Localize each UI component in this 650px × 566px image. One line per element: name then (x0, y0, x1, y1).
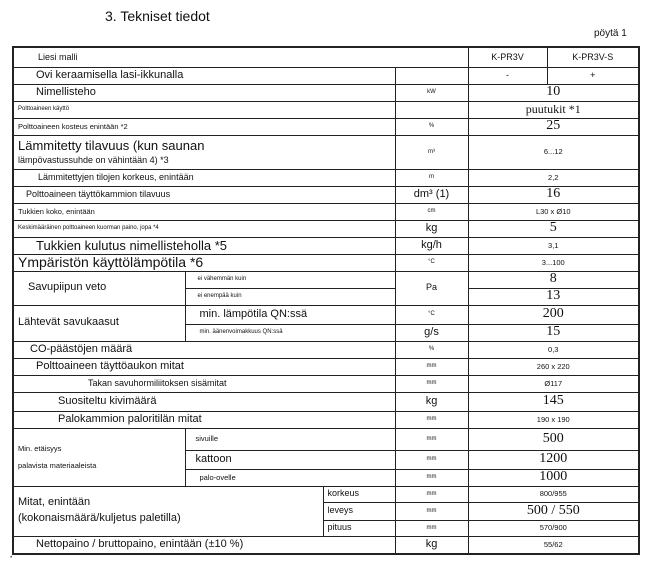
row-room-height (13, 169, 639, 186)
spec-table (12, 46, 640, 555)
glass-door-unit (395, 67, 468, 84)
glass-door-label: Ovi keraamisella lasi-ikkunalla (13, 67, 395, 84)
clearance-unit-door: mm (395, 469, 468, 486)
clearance-sub-side: sivuille (185, 428, 395, 450)
log-size-value: L30 x Ø10 (468, 203, 639, 220)
flue-gas-unit-volume: g/s (395, 324, 468, 341)
opening-value: 260 x 220 (468, 358, 639, 375)
row-weight (13, 536, 639, 554)
clearance-value-door: 1000 (468, 469, 639, 486)
row-fuel (13, 101, 639, 118)
weight-unit: kg (395, 536, 468, 554)
fuel-unit (395, 101, 468, 118)
row-log-size (13, 203, 639, 220)
row-dims-height (13, 486, 639, 502)
draft-unit: Pa (395, 271, 468, 305)
clearance-unit-side: mm (395, 428, 468, 450)
co-label: CO-päästöjen määrä (13, 341, 395, 358)
clearance-label-line-2: palavista materiaaleista (18, 460, 97, 470)
flue-gas-value-volume: 15 (468, 324, 639, 341)
dims-sub-length: pituus (323, 520, 395, 536)
flue-inner-value: Ø117 (468, 375, 639, 392)
room-height-value: 2,2 (468, 169, 639, 186)
draft-value-min: 8 (468, 271, 639, 288)
flue-gas-sub-temp: min. lämpötila QN:ssä (185, 305, 395, 324)
load-weight-unit: kg (395, 220, 468, 237)
row-grate (13, 411, 639, 428)
row-clearance-side (13, 428, 639, 450)
row-glass-door (13, 67, 639, 84)
flue-gas-unit-temp: °C (395, 305, 468, 324)
clearance-value-side: 500 (468, 428, 639, 450)
dims-value-length: 570/900 (468, 520, 639, 536)
model-col-1: K-PR3V (468, 47, 547, 67)
chamber-volume-value: 16 (468, 186, 639, 203)
room-height-label: Lämmitettyjen tilojen korkeus, enintään (13, 169, 395, 186)
row-heated-volume (13, 135, 639, 169)
log-size-unit: cm (395, 203, 468, 220)
consumption-unit: kg/h (395, 237, 468, 254)
dims-unit-length: mm (395, 520, 468, 536)
flue-gas-sub-volume: min. äänenvoimakkuus QN:ssä (185, 324, 395, 341)
draft-label: Savupiipun veto (13, 271, 185, 305)
power-label: Nimellisteho (13, 84, 395, 101)
chamber-volume-label: Polttoaineen täyttökammion tilavuus (13, 186, 395, 203)
flue-inner-unit: mm (395, 375, 468, 392)
dims-unit-width: mm (395, 502, 468, 520)
dims-value-width: 500 / 550 (468, 502, 639, 520)
draft-sub-max: ei enempää kuin (185, 288, 395, 305)
grate-label: Palokammion paloritilän mitat (13, 411, 395, 428)
opening-label: Polttoaineen täyttöaukon mitat (13, 358, 395, 375)
heated-volume-label (13, 135, 395, 169)
clearance-value-ceiling: 1200 (468, 450, 639, 469)
room-height-unit: m (395, 169, 468, 186)
moisture-unit: % (395, 118, 468, 135)
clearance-sub-door: palo-ovelle (185, 469, 395, 486)
table-number: pöytä 1 (594, 28, 627, 39)
co-value: 0,3 (468, 341, 639, 358)
opening-unit: mm (395, 358, 468, 375)
row-flue-temp (13, 305, 639, 324)
consumption-value: 3,1 (468, 237, 639, 254)
ambient-temp-unit: °C (395, 254, 468, 271)
clearance-sub-ceiling: kattoon (185, 450, 395, 469)
dims-unit-height: mm (395, 486, 468, 502)
footnote-marker: * (10, 556, 13, 562)
heated-volume-unit: m³ (395, 135, 468, 169)
stones-value: 145 (468, 392, 639, 411)
stones-unit: kg (395, 392, 468, 411)
row-power (13, 84, 639, 101)
heated-volume-label-line-1: Lämmitetty tilavuus (kun saunan (18, 137, 205, 153)
fuel-label: Polttoaineen käyttö (13, 101, 395, 118)
model-col-2: K-PR3V-S (547, 47, 639, 67)
header-row (13, 47, 639, 67)
row-draft-min (13, 271, 639, 288)
section-heading: 3. Tekniset tiedot (105, 8, 210, 24)
flue-gas-value-temp: 200 (468, 305, 639, 324)
flue-inner-label: Takan savuhormiliitoksen sisämitat (13, 375, 395, 392)
model-label: Liesi malli (13, 47, 468, 67)
clearance-unit-ceiling: mm (395, 450, 468, 469)
row-load-weight (13, 220, 639, 237)
row-opening (13, 358, 639, 375)
fuel-value: puutukit *1 (468, 101, 639, 118)
stones-label: Suositeltu kivimäärä (13, 392, 395, 411)
dims-sub-height: korkeus (323, 486, 395, 502)
grate-value: 190 x 190 (468, 411, 639, 428)
flue-gas-label: Lähtevät savukaasut (13, 305, 185, 341)
co-unit: % (395, 341, 468, 358)
heated-volume-label-line-2: lämpövastussuhde on vähintään 4) *3 (18, 154, 169, 165)
moisture-label: Polttoaineen kosteus enintään *2 (13, 118, 395, 135)
heated-volume-value: 6...12 (468, 135, 639, 169)
moisture-value: 25 (468, 118, 639, 135)
glass-door-value-1: - (468, 67, 547, 84)
dims-value-height: 800/955 (468, 486, 639, 502)
glass-door-value-2: + (547, 67, 639, 84)
chamber-volume-unit: dm³ (1) (395, 186, 468, 203)
grate-unit: mm (395, 411, 468, 428)
ambient-temp-value: 3...100 (468, 254, 639, 271)
draft-sub-min: ei vähemmän kuin (185, 271, 395, 288)
row-co (13, 341, 639, 358)
dims-sub-width: leveys (323, 502, 395, 520)
dims-label-line-2: (kokonaismäärä/kuljetus paletilla) (18, 512, 181, 524)
load-weight-value: 5 (468, 220, 639, 237)
load-weight-label: Keskimääräinen polttoaineen kuorman paino, jopa *4 (13, 220, 395, 237)
dims-label (13, 486, 323, 536)
weight-label: Nettopaino / bruttopaino, enintään (±10 %) (13, 536, 395, 554)
power-value: 10 (468, 84, 639, 101)
row-stones (13, 392, 639, 411)
weight-value: 55/62 (468, 536, 639, 554)
log-size-label: Tukkien koko, enintään (13, 203, 395, 220)
row-consumption (13, 237, 639, 254)
power-unit: kW (395, 84, 468, 101)
ambient-temp-label: Ympäristön käyttölämpötila *6 (13, 254, 395, 271)
draft-value-max: 13 (468, 288, 639, 305)
dims-label-line-1: Mitat, enintään (18, 496, 91, 509)
clearance-label-line-1: Min. etäisyys (18, 443, 62, 453)
clearance-label (13, 428, 185, 486)
consumption-label: Tukkien kulutus nimellisteholla *5 (13, 237, 395, 254)
row-chamber-volume (13, 186, 639, 203)
row-flue-inner (13, 375, 639, 392)
row-moisture (13, 118, 639, 135)
row-ambient-temp (13, 254, 639, 271)
